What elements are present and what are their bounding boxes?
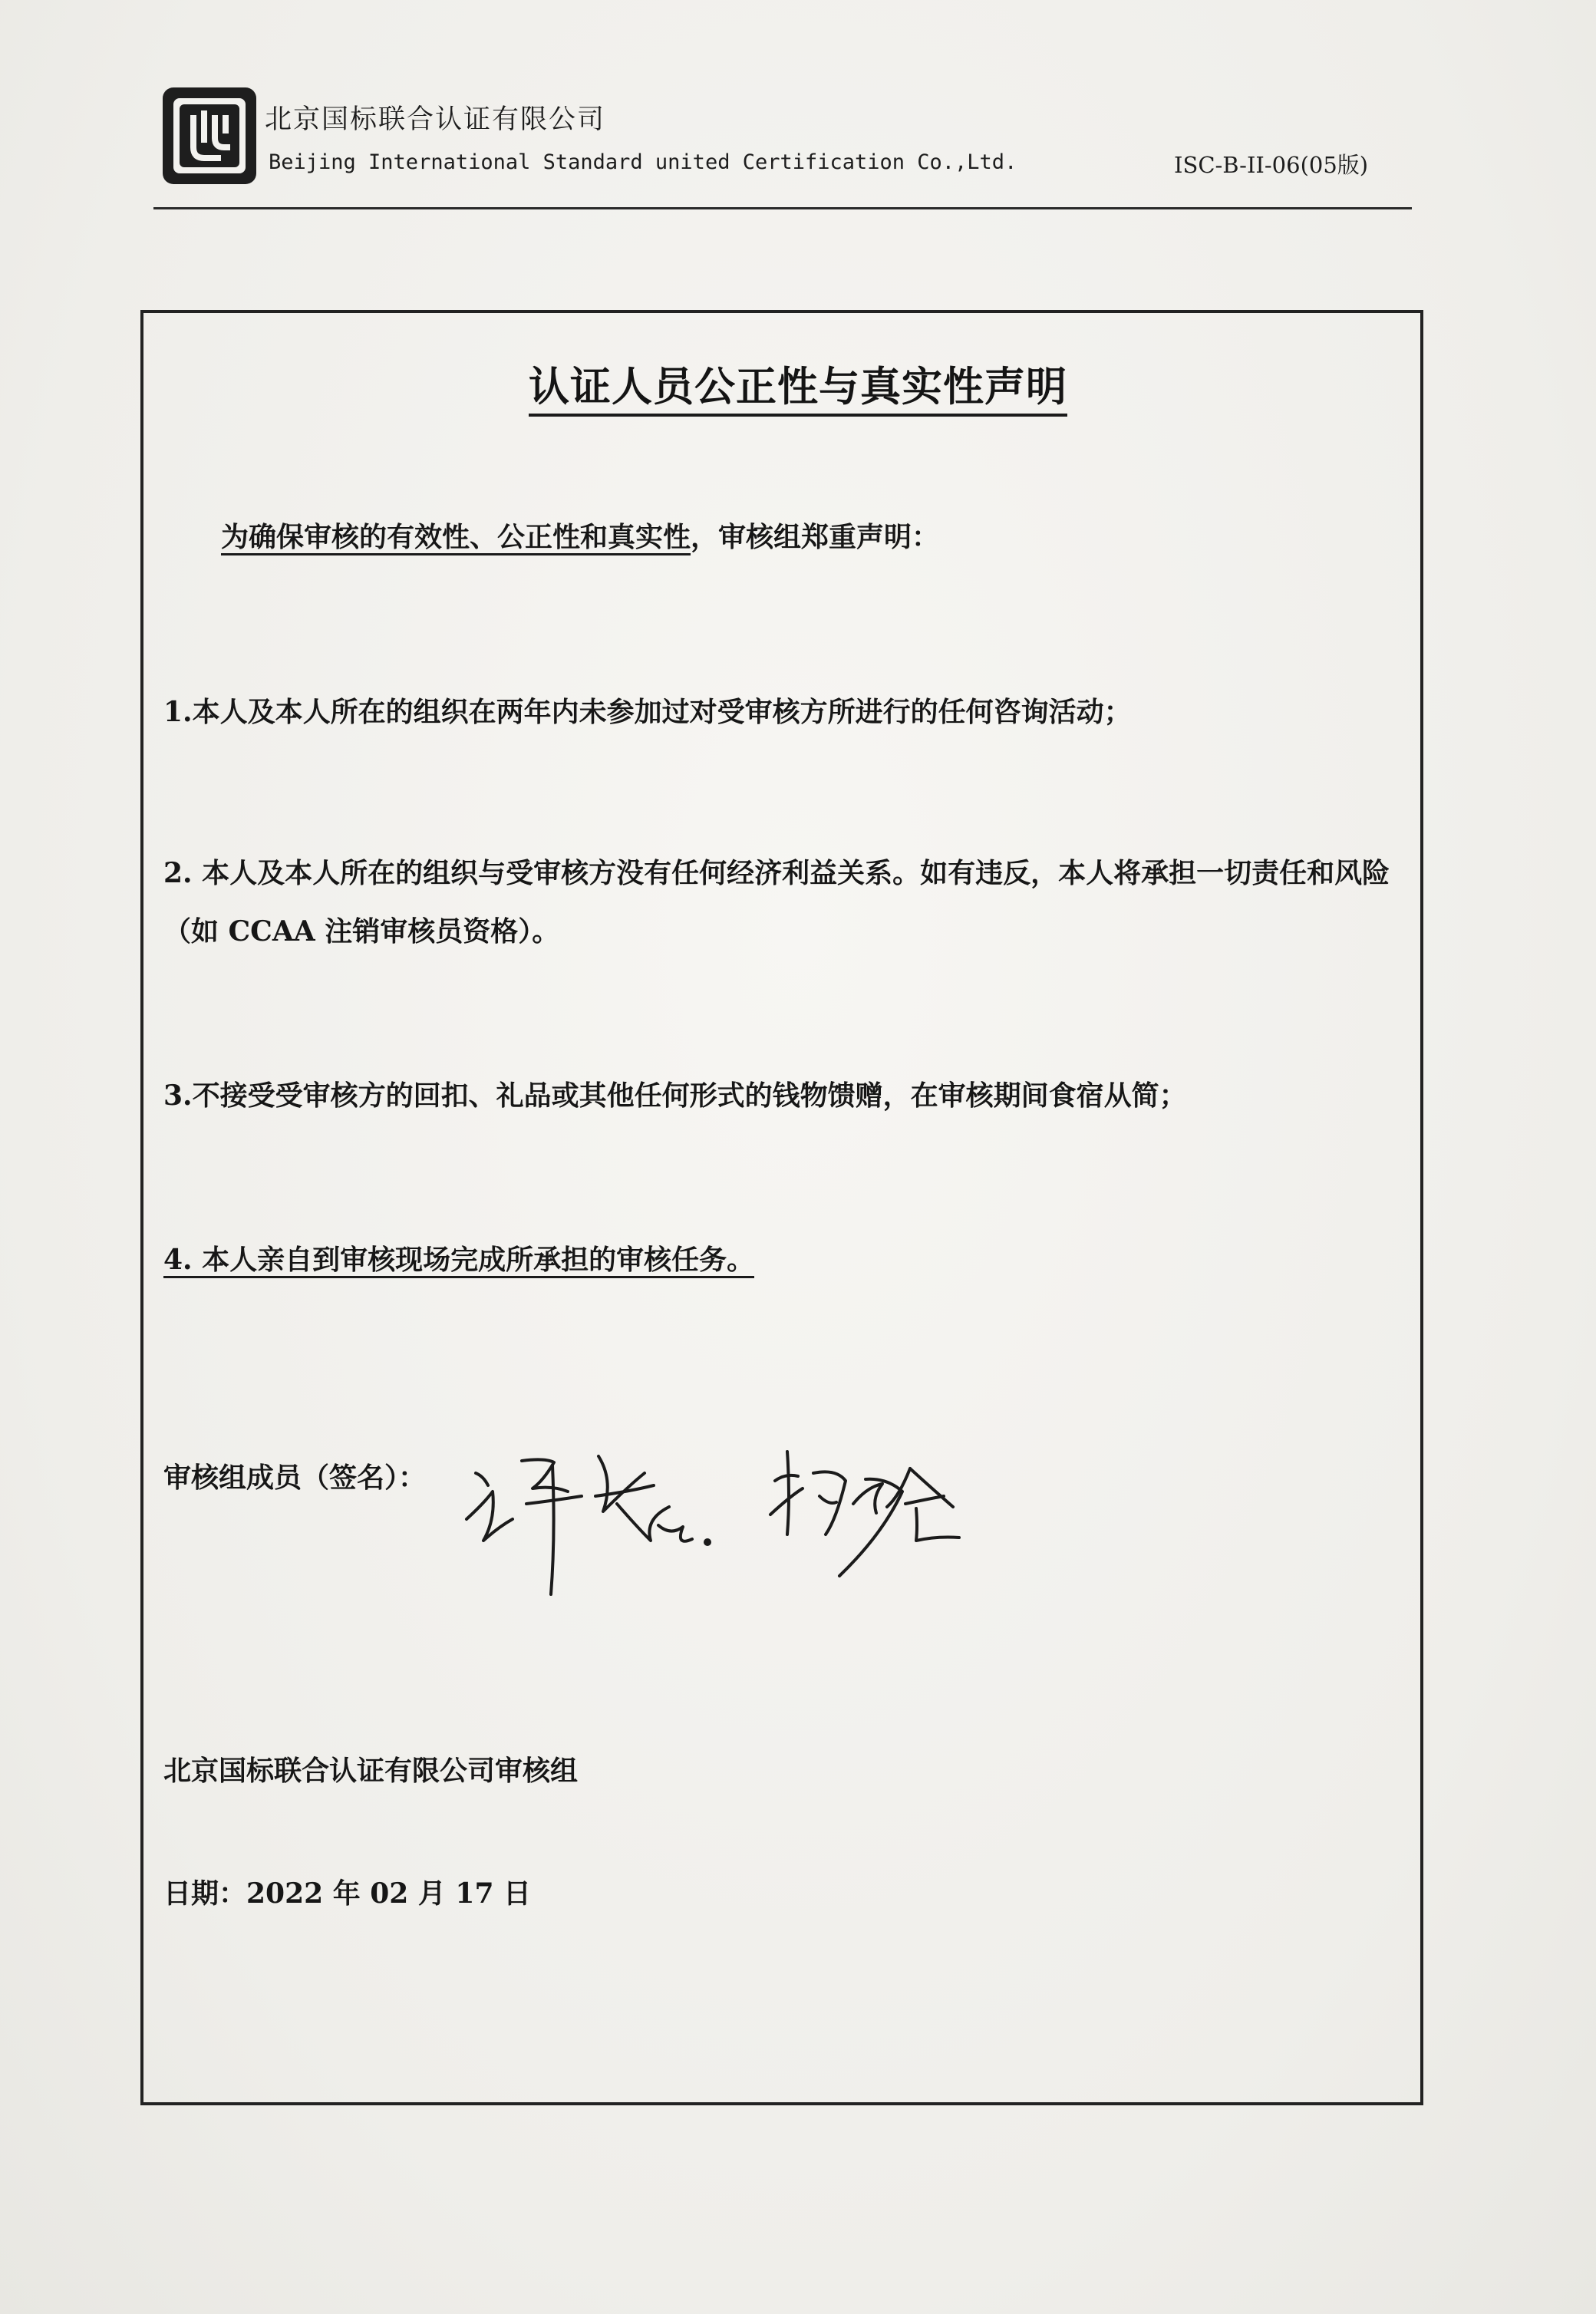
handwritten-signature xyxy=(453,1412,990,1596)
header-divider xyxy=(153,207,1412,209)
signature-label: 审核组成员（签名）： xyxy=(163,1462,427,1494)
declaration-date: 日期：2022 年 02 月 17 日 xyxy=(163,1877,532,1910)
declaration-item-1: 1.本人及本人所在的组织在两年内未参加过对受审核方所进行的任何咨询活动； xyxy=(163,696,1132,728)
company-name-cn: 北京国标联合认证有限公司 xyxy=(265,104,606,135)
intro-paragraph xyxy=(221,508,939,566)
declaration-item-2: 2. 本人及本人所在的组织与受审核方没有任何经济利益关系。如有违反，本人将承担一切责任和风险（如 CCAA 注销审核员资格）。 xyxy=(163,857,1390,948)
declaration-frame xyxy=(140,310,1423,2105)
company-logo-icon xyxy=(160,84,259,187)
declaration-item-4-text: 4. 本人亲自到审核现场完成所承担的审核任务。 xyxy=(163,1244,754,1278)
declaration-item-4 xyxy=(163,1231,754,1289)
document-title xyxy=(0,354,1596,413)
intro-underlined-text: 为确保审核的有效性、公正性和真实性 xyxy=(221,521,691,555)
audit-team-org: 北京国标联合认证有限公司审核组 xyxy=(163,1755,579,1787)
declaration-item-3: 3.不接受受审核方的回扣、礼品或其他任何形式的钱物馈赠，在审核期间食宿从简； xyxy=(163,1080,1187,1112)
document-code: ISC-B-II-06(05版) xyxy=(1174,152,1369,178)
document-title-text: 认证人员公正性与真实性声明 xyxy=(529,364,1067,417)
intro-rest-text: ，审核组郑重声明： xyxy=(691,521,940,553)
company-name-en: Beijing International Standard united Certification Co.,Ltd. xyxy=(269,150,1017,174)
